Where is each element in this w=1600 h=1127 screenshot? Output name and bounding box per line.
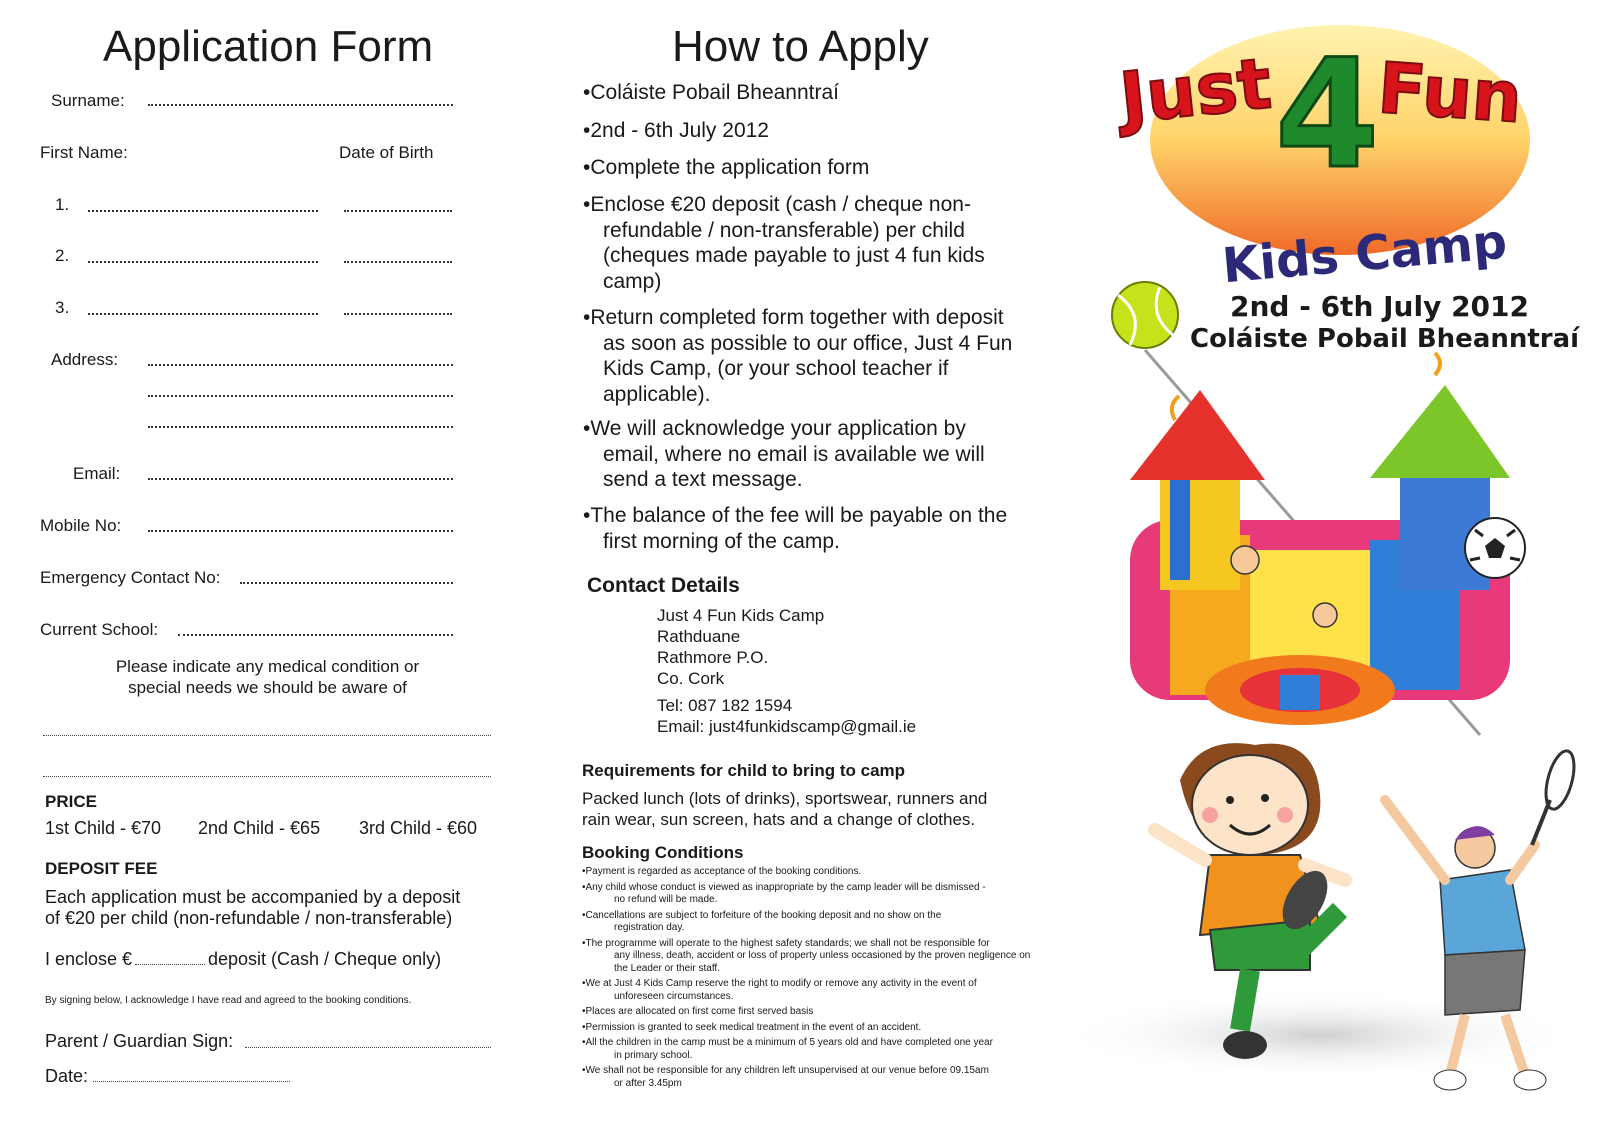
address-field-line[interactable] bbox=[148, 364, 453, 366]
agreement-text: By signing below, I acknowledge I have read and agreed to the booking conditions. bbox=[45, 995, 412, 1006]
sign-label: Parent / Guardian Sign: bbox=[45, 1031, 234, 1051]
child-name-field[interactable] bbox=[88, 261, 318, 263]
medical-field-line[interactable] bbox=[43, 735, 491, 736]
deposit-description bbox=[45, 887, 460, 929]
condition-text: •Payment is regarded as acceptance of the booking conditions. bbox=[582, 866, 862, 877]
apply-title: How to Apply bbox=[672, 22, 929, 71]
email-field[interactable] bbox=[148, 478, 453, 480]
condition-item bbox=[582, 938, 1052, 976]
emergency-contact-label: Emergency Contact No: bbox=[40, 568, 221, 587]
mobile-field[interactable] bbox=[148, 530, 453, 532]
condition-text-cont: no refund will be made. bbox=[614, 894, 718, 905]
emergency-contact-field[interactable] bbox=[240, 582, 453, 584]
child-dob-field[interactable] bbox=[344, 261, 452, 263]
bullet-text-cont: refundable / non-transferable) per child (cheques made payable to just 4 fun kids camp) bbox=[603, 218, 985, 293]
bullet-text: •Complete the application form bbox=[583, 156, 870, 179]
deposit-line: Each application must be accompanied by a deposit bbox=[45, 887, 461, 907]
bullet-text: •The balance of the fee will be payable on the bbox=[583, 504, 1008, 527]
surname-label: Surname: bbox=[51, 91, 125, 110]
price-first-child: 1st Child - €70 bbox=[45, 818, 162, 838]
bullet-text-cont: first morning of the camp. bbox=[603, 529, 840, 553]
requirements-line: Packed lunch (lots of drinks), sportswear, runners and bbox=[582, 789, 988, 808]
date-label: Date: bbox=[45, 1066, 89, 1086]
condition-item bbox=[582, 1006, 1052, 1019]
medical-line: special needs we should be aware of bbox=[128, 678, 407, 697]
bouncy-castle-icon bbox=[1130, 353, 1510, 725]
school-label: Current School: bbox=[40, 620, 159, 639]
price-heading: PRICE bbox=[45, 792, 97, 811]
contact-line: Rathmore P.O. bbox=[657, 648, 769, 667]
logo-four: 4 bbox=[1275, 28, 1380, 202]
condition-text: •Any child whose conduct is viewed as inappropriate by the camp leader will be dismissed - bbox=[582, 881, 986, 893]
condition-text: •We shall not be responsible for any children left unsupervised at our venue before 09.15am bbox=[582, 1065, 989, 1076]
condition-text: •Places are allocated on first come first served basis bbox=[582, 1006, 814, 1017]
apply-bullet bbox=[583, 80, 1053, 106]
child-row-number: 1. bbox=[55, 195, 70, 214]
child-name-field[interactable] bbox=[88, 313, 318, 315]
address-field-line[interactable] bbox=[148, 395, 453, 397]
condition-text-cont: in primary school. bbox=[614, 1049, 693, 1061]
child-dob-field[interactable] bbox=[344, 210, 452, 212]
first-name-label: First Name: bbox=[40, 143, 128, 162]
bullet-text: •Return completed form together with deposit bbox=[583, 306, 1004, 329]
condition-item bbox=[582, 1022, 1052, 1035]
child-name-field[interactable] bbox=[88, 210, 318, 212]
bullet-text-cont: as soon as possible to our office, Just 4 Fun Kids Camp, (or your school teacher if applicable). bbox=[603, 331, 1013, 406]
apply-bullet bbox=[583, 503, 1053, 554]
apply-bullet bbox=[583, 305, 1053, 407]
apply-bullet bbox=[583, 118, 1053, 144]
contact-email[interactable]: Email: just4funkidscamp@gmail.ie bbox=[657, 717, 917, 736]
address-field-line[interactable] bbox=[148, 426, 453, 428]
condition-text: •The programme will operate to the highest safety standards; we shall not be responsible for bbox=[582, 937, 990, 949]
condition-text-cont: registration day. bbox=[614, 922, 685, 933]
signature-field[interactable] bbox=[245, 1047, 491, 1048]
condition-item bbox=[582, 910, 1052, 935]
contact-line: Rathduane bbox=[657, 627, 741, 646]
condition-text: •Cancellations are subject to forfeiture of the booking deposit and no show on the bbox=[582, 909, 942, 921]
logo-kids-camp: Kids Camp bbox=[1220, 213, 1510, 295]
condition-item bbox=[582, 1065, 1052, 1090]
condition-item bbox=[582, 1037, 1052, 1062]
contact-heading: Contact Details bbox=[587, 574, 740, 597]
child-dob-field[interactable] bbox=[344, 313, 452, 315]
poster-dates: 2nd - 6th July 2012 bbox=[1230, 290, 1530, 323]
apply-bullet bbox=[583, 416, 1053, 493]
school-field[interactable] bbox=[178, 634, 453, 636]
condition-text-cont: any illness, death, accident or loss of property unless occasioned by the proven negligence on the Leader or their staff. bbox=[614, 950, 1031, 974]
child-row-number: 3. bbox=[55, 298, 70, 317]
apply-bullet bbox=[583, 155, 1053, 181]
bullet-text: •We will acknowledge your application by bbox=[583, 417, 966, 440]
requirements-heading: Requirements for child to bring to camp bbox=[582, 761, 906, 780]
price-third-child: 3rd Child - €60 bbox=[359, 818, 478, 838]
enclose-prefix: I enclose € bbox=[45, 949, 133, 969]
medical-field-line[interactable] bbox=[43, 776, 491, 777]
contact-line: Co. Cork bbox=[657, 669, 725, 688]
address-label: Address: bbox=[51, 350, 119, 369]
enclose-amount-field[interactable] bbox=[135, 964, 205, 965]
condition-text: •We at Just 4 Kids Camp reserve the right to modify or remove any activity in the event of bbox=[582, 978, 977, 989]
condition-item bbox=[582, 882, 1052, 907]
email-label: Email: bbox=[73, 464, 121, 483]
surname-field[interactable] bbox=[148, 104, 453, 106]
condition-text: •All the children in the camp must be a minimum of 5 years old and have completed one year bbox=[582, 1037, 993, 1048]
date-field[interactable] bbox=[93, 1081, 290, 1082]
football-icon bbox=[1465, 518, 1525, 578]
condition-text-cont: unforeseen circumstances. bbox=[614, 990, 734, 1002]
price-second-child: 2nd Child - €65 bbox=[198, 818, 321, 838]
booking-heading: Booking Conditions bbox=[582, 843, 744, 862]
deposit-heading: DEPOSIT FEE bbox=[45, 859, 158, 878]
medical-line: Please indicate any medical condition or bbox=[115, 657, 420, 676]
apply-bullet bbox=[583, 192, 1053, 294]
logo-just: Just bbox=[1116, 42, 1275, 140]
contact-line: Just 4 Fun Kids Camp bbox=[657, 606, 825, 625]
bullet-text-cont: email, where no email is available we will send a text message. bbox=[603, 442, 985, 491]
condition-item bbox=[582, 978, 1052, 1003]
contact-address bbox=[657, 605, 916, 737]
poster-venue: Coláiste Pobail Bheanntraí bbox=[1190, 324, 1580, 354]
form-title: Application Form bbox=[103, 22, 434, 71]
medical-instructions bbox=[40, 656, 495, 698]
condition-item bbox=[582, 866, 1052, 879]
enclose-suffix: deposit (Cash / Cheque only) bbox=[208, 949, 442, 969]
condition-text: •Permission is granted to seek medical treatment in the event of an accident. bbox=[582, 1021, 922, 1033]
dob-label: Date of Birth bbox=[339, 143, 434, 162]
deposit-line: of €20 per child (non-refundable / non-transferable) bbox=[45, 908, 453, 928]
requirements-text bbox=[582, 788, 987, 830]
child-row-number: 2. bbox=[55, 246, 70, 265]
mobile-label: Mobile No: bbox=[40, 516, 122, 535]
tennis-ball-icon bbox=[1112, 282, 1178, 348]
logo-fun: Fun bbox=[1375, 47, 1525, 139]
requirements-line: rain wear, sun screen, hats and a change of clothes. bbox=[582, 810, 976, 829]
bullet-text: •Enclose €20 deposit (cash / cheque non- bbox=[583, 193, 971, 216]
bullet-text: •2nd - 6th July 2012 bbox=[583, 119, 769, 142]
booking-conditions bbox=[582, 866, 1052, 1090]
condition-text-cont: or after 3.45pm bbox=[614, 1077, 682, 1089]
bullet-text: •Coláiste Pobail Bheanntraí bbox=[583, 81, 840, 104]
contact-tel: Tel: 087 182 1594 bbox=[657, 696, 793, 715]
